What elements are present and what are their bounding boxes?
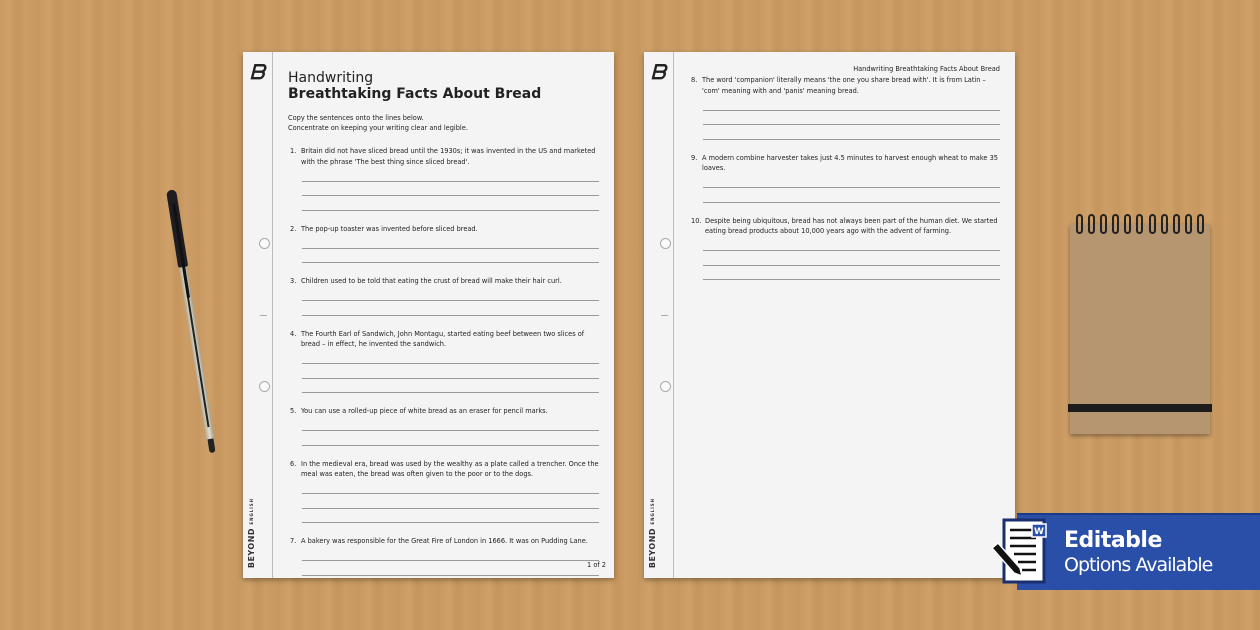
question-item: [288, 536, 599, 576]
writing-line[interactable]: [302, 196, 599, 211]
punch-hole-icon: [259, 238, 270, 249]
question-sentence: Despite being ubiquitous, bread has not always been part of the human diet. We started eating bread products about 10,000 years ago with the advent of farming.: [705, 216, 998, 235]
question-item: [689, 153, 1000, 203]
question-text: [288, 329, 599, 350]
pen: [165, 189, 219, 458]
notepad-elastic-band: [1068, 404, 1212, 412]
writing-line[interactable]: [302, 480, 599, 495]
badge-title: Editable: [1064, 528, 1162, 553]
writing-line[interactable]: [703, 237, 1000, 252]
writing-line[interactable]: [703, 188, 1000, 203]
page-gutter: [243, 52, 273, 578]
instructions: Copy the sentences onto the lines below. Concentrate on keeping your writing clear and legible.: [288, 114, 468, 132]
worksheet-subject: Handwriting: [288, 70, 374, 86]
page-gutter: [644, 52, 674, 578]
question-item: [288, 224, 599, 264]
question-text: [288, 459, 599, 480]
question-text: [689, 216, 1000, 237]
question-sentence: A bakery was responsible for the Great Fire of London in 1666. It was on Pudding Lane.: [301, 537, 588, 545]
question-text: [288, 146, 599, 167]
question-text: [288, 406, 599, 417]
question-number: 8.: [691, 76, 698, 84]
fold-mark: [260, 315, 267, 316]
brand-logo-icon: ᗷ: [651, 60, 666, 84]
writing-line[interactable]: [302, 249, 599, 264]
question-number: 2.: [290, 224, 297, 233]
writing-line[interactable]: [302, 547, 599, 562]
writing-line[interactable]: [703, 266, 1000, 281]
question-item: [288, 276, 599, 316]
notepad-spiral: [1076, 214, 1204, 236]
question-sentence: The Fourth Earl of Sandwich, John Montagu, started eating beef between two slices of bread – in effect, he invented the sandwich.: [301, 329, 585, 348]
writing-line[interactable]: [302, 509, 599, 524]
writing-line[interactable]: [703, 125, 1000, 140]
writing-line[interactable]: [302, 379, 599, 394]
question-sentence: You can use a rolled-up piece of white bread as an eraser for pencil marks.: [301, 407, 548, 415]
question-item: [288, 146, 599, 211]
question-sentence: The word 'companion' literally means 'the one you share bread with'. It is from Latin – 'com' meaning with and 'panis' meaning bread.: [702, 76, 986, 95]
question-sentence: Children used to be told that eating the crust of bread will make their hair curl.: [301, 277, 562, 285]
question-number: 9.: [691, 153, 698, 162]
question-item: [288, 406, 599, 446]
question-number: 5.: [290, 407, 297, 415]
punch-hole-icon: [660, 238, 671, 249]
question-text: [689, 153, 1000, 174]
question-item: [689, 216, 1000, 281]
question-sentence: Britain did not have sliced bread until the 1930s; it was invented in the US and marketed with the phrase 'The best thing since sliced bread'.: [301, 147, 596, 166]
writing-line[interactable]: [302, 182, 599, 197]
notepad: [1070, 224, 1210, 434]
question-item: [288, 329, 599, 394]
writing-line[interactable]: [703, 251, 1000, 266]
question-item: [288, 459, 599, 524]
page-number: 1 of 2: [587, 561, 606, 569]
question-sentence: A modern combine harvester takes just 4.5 minutes to harvest enough wheat to make 35 loaves.: [702, 153, 998, 172]
fold-mark: [661, 315, 668, 316]
writing-line[interactable]: [703, 111, 1000, 126]
writing-line[interactable]: [302, 350, 599, 365]
question-text: [288, 224, 599, 235]
question-number: 3.: [290, 277, 297, 285]
question-sentence: The pop-up toaster was invented before sliced bread.: [301, 224, 478, 233]
writing-line[interactable]: [302, 234, 599, 249]
writing-line[interactable]: [703, 96, 1000, 111]
writing-line[interactable]: [302, 431, 599, 446]
worksheet-title: Breathtaking Facts About Bread: [288, 86, 542, 102]
question-number: 6.: [290, 459, 297, 468]
brand-wordmark: BEYOND ENGLISH: [648, 497, 657, 568]
svg-text:W: W: [1034, 527, 1044, 537]
question-text: [288, 276, 599, 287]
badge-subtitle: Options Available: [1064, 554, 1213, 576]
question-number: 4.: [290, 329, 297, 338]
writing-line[interactable]: [302, 301, 599, 316]
punch-hole-icon: [660, 381, 671, 392]
brand-logo-icon: ᗷ: [250, 60, 265, 84]
punch-hole-icon: [259, 381, 270, 392]
writing-line[interactable]: [703, 174, 1000, 189]
question-text: [689, 75, 1000, 96]
writing-line[interactable]: [302, 287, 599, 302]
writing-line[interactable]: [302, 561, 599, 576]
writing-line[interactable]: [302, 417, 599, 432]
question-number: 10.: [691, 216, 702, 225]
question-text: [288, 536, 599, 547]
worksheet-page-1: [243, 52, 614, 578]
running-header: Handwriting Breathtaking Facts About Bread: [853, 65, 1000, 73]
word-document-edit-icon: [990, 518, 1048, 584]
question-number: 1.: [290, 147, 297, 155]
writing-line[interactable]: [302, 167, 599, 182]
writing-line[interactable]: [302, 494, 599, 509]
question-number: 7.: [290, 537, 297, 545]
editable-options-badge[interactable]: [1017, 513, 1260, 590]
question-item: [689, 75, 1000, 140]
writing-line[interactable]: [302, 364, 599, 379]
worksheet-page-2: [644, 52, 1015, 578]
brand-wordmark: BEYOND ENGLISH: [247, 497, 256, 568]
question-sentence: In the medieval era, bread was used by the wealthy as a plate called a trencher. Once the meal was eaten, the bread was often given to the poor or to the dogs.: [301, 459, 599, 478]
